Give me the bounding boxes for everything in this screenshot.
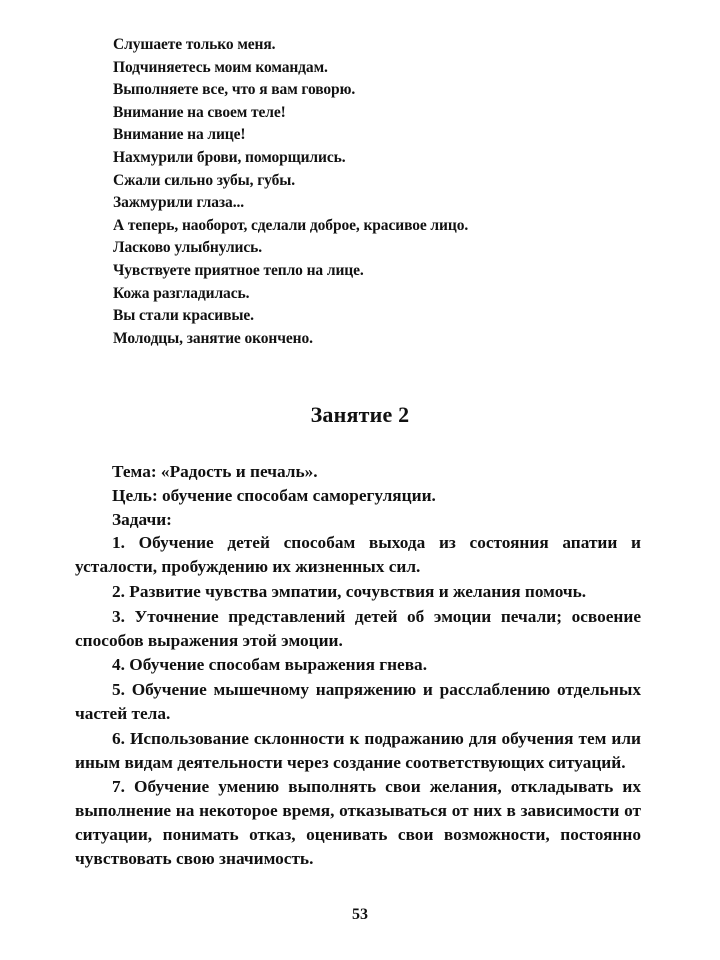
task-item: 4. Обучение способам выражения гнева. [112,655,428,675]
instruction-line: Чувствуете приятное тепло на лице. [113,261,364,279]
tasks-label: Задачи: [112,509,172,529]
task-item: 3. Уточнение представлений детей об эмоции печали; освоение способов выражения этой эмоции. [75,606,641,650]
instruction-line: Выполняете все, что я вам говорю. [113,81,356,99]
goal-value: обучение способам саморегуляции. [162,485,436,505]
instruction-line: Внимание на лице! [113,126,246,144]
instruction-line: Нахмурили брови, поморщились. [113,148,346,166]
page-number: 53 [352,906,368,923]
lesson-body [75,460,641,872]
lesson-title: Занятие 2 [310,402,410,427]
goal-label: Цель: [112,485,158,505]
instruction-line: Вы стали красивые. [113,307,254,325]
task-item: 1. Обучение детей способам выхода из состояния апатии и усталости, пробуждению их жизненных сил. [75,533,641,577]
instruction-line: А теперь, наоборот, сделали доброе, красивое лицо. [113,216,469,234]
instruction-line: Молодцы, занятие окончено. [113,329,313,347]
task-item: 7. Обучение умению выполнять свои желания, откладывать их выполнение на некоторое время, отказываться от них в зависимости от ситуации, понимать отказ, оценивать свои возможности, постоянно чувствовать свою значимость. [75,777,641,868]
instruction-line: Кожа разгладилась. [113,284,250,302]
instruction-line: Внимание на своем теле! [113,103,286,121]
instruction-line: Сжали сильно зубы, губы. [113,171,296,189]
instruction-line: Зажмурили глаза... [113,194,245,212]
instruction-list [113,34,633,350]
theme-value: «Радость и печаль». [160,462,318,481]
task-item: 2. Развитие чувства эмпатии, сочувствия и желания помочь. [112,581,587,601]
theme-line [75,460,641,484]
instruction-line: Слушаете только меня. [113,36,276,53]
task-item: 6. Использование склонности к подражанию для обучения тем или иным видам деятельности через создание соответствующих ситуаций. [75,728,641,772]
instruction-line: Ласково улыбнулись. [113,239,263,257]
instruction-line: Подчиняетесь моим командам. [113,58,328,76]
task-item: 5. Обучение мышечному напряжению и расслаблению отдельных частей тела. [75,680,641,723]
theme-label: Тема: [112,462,157,481]
goal-line [75,484,641,508]
